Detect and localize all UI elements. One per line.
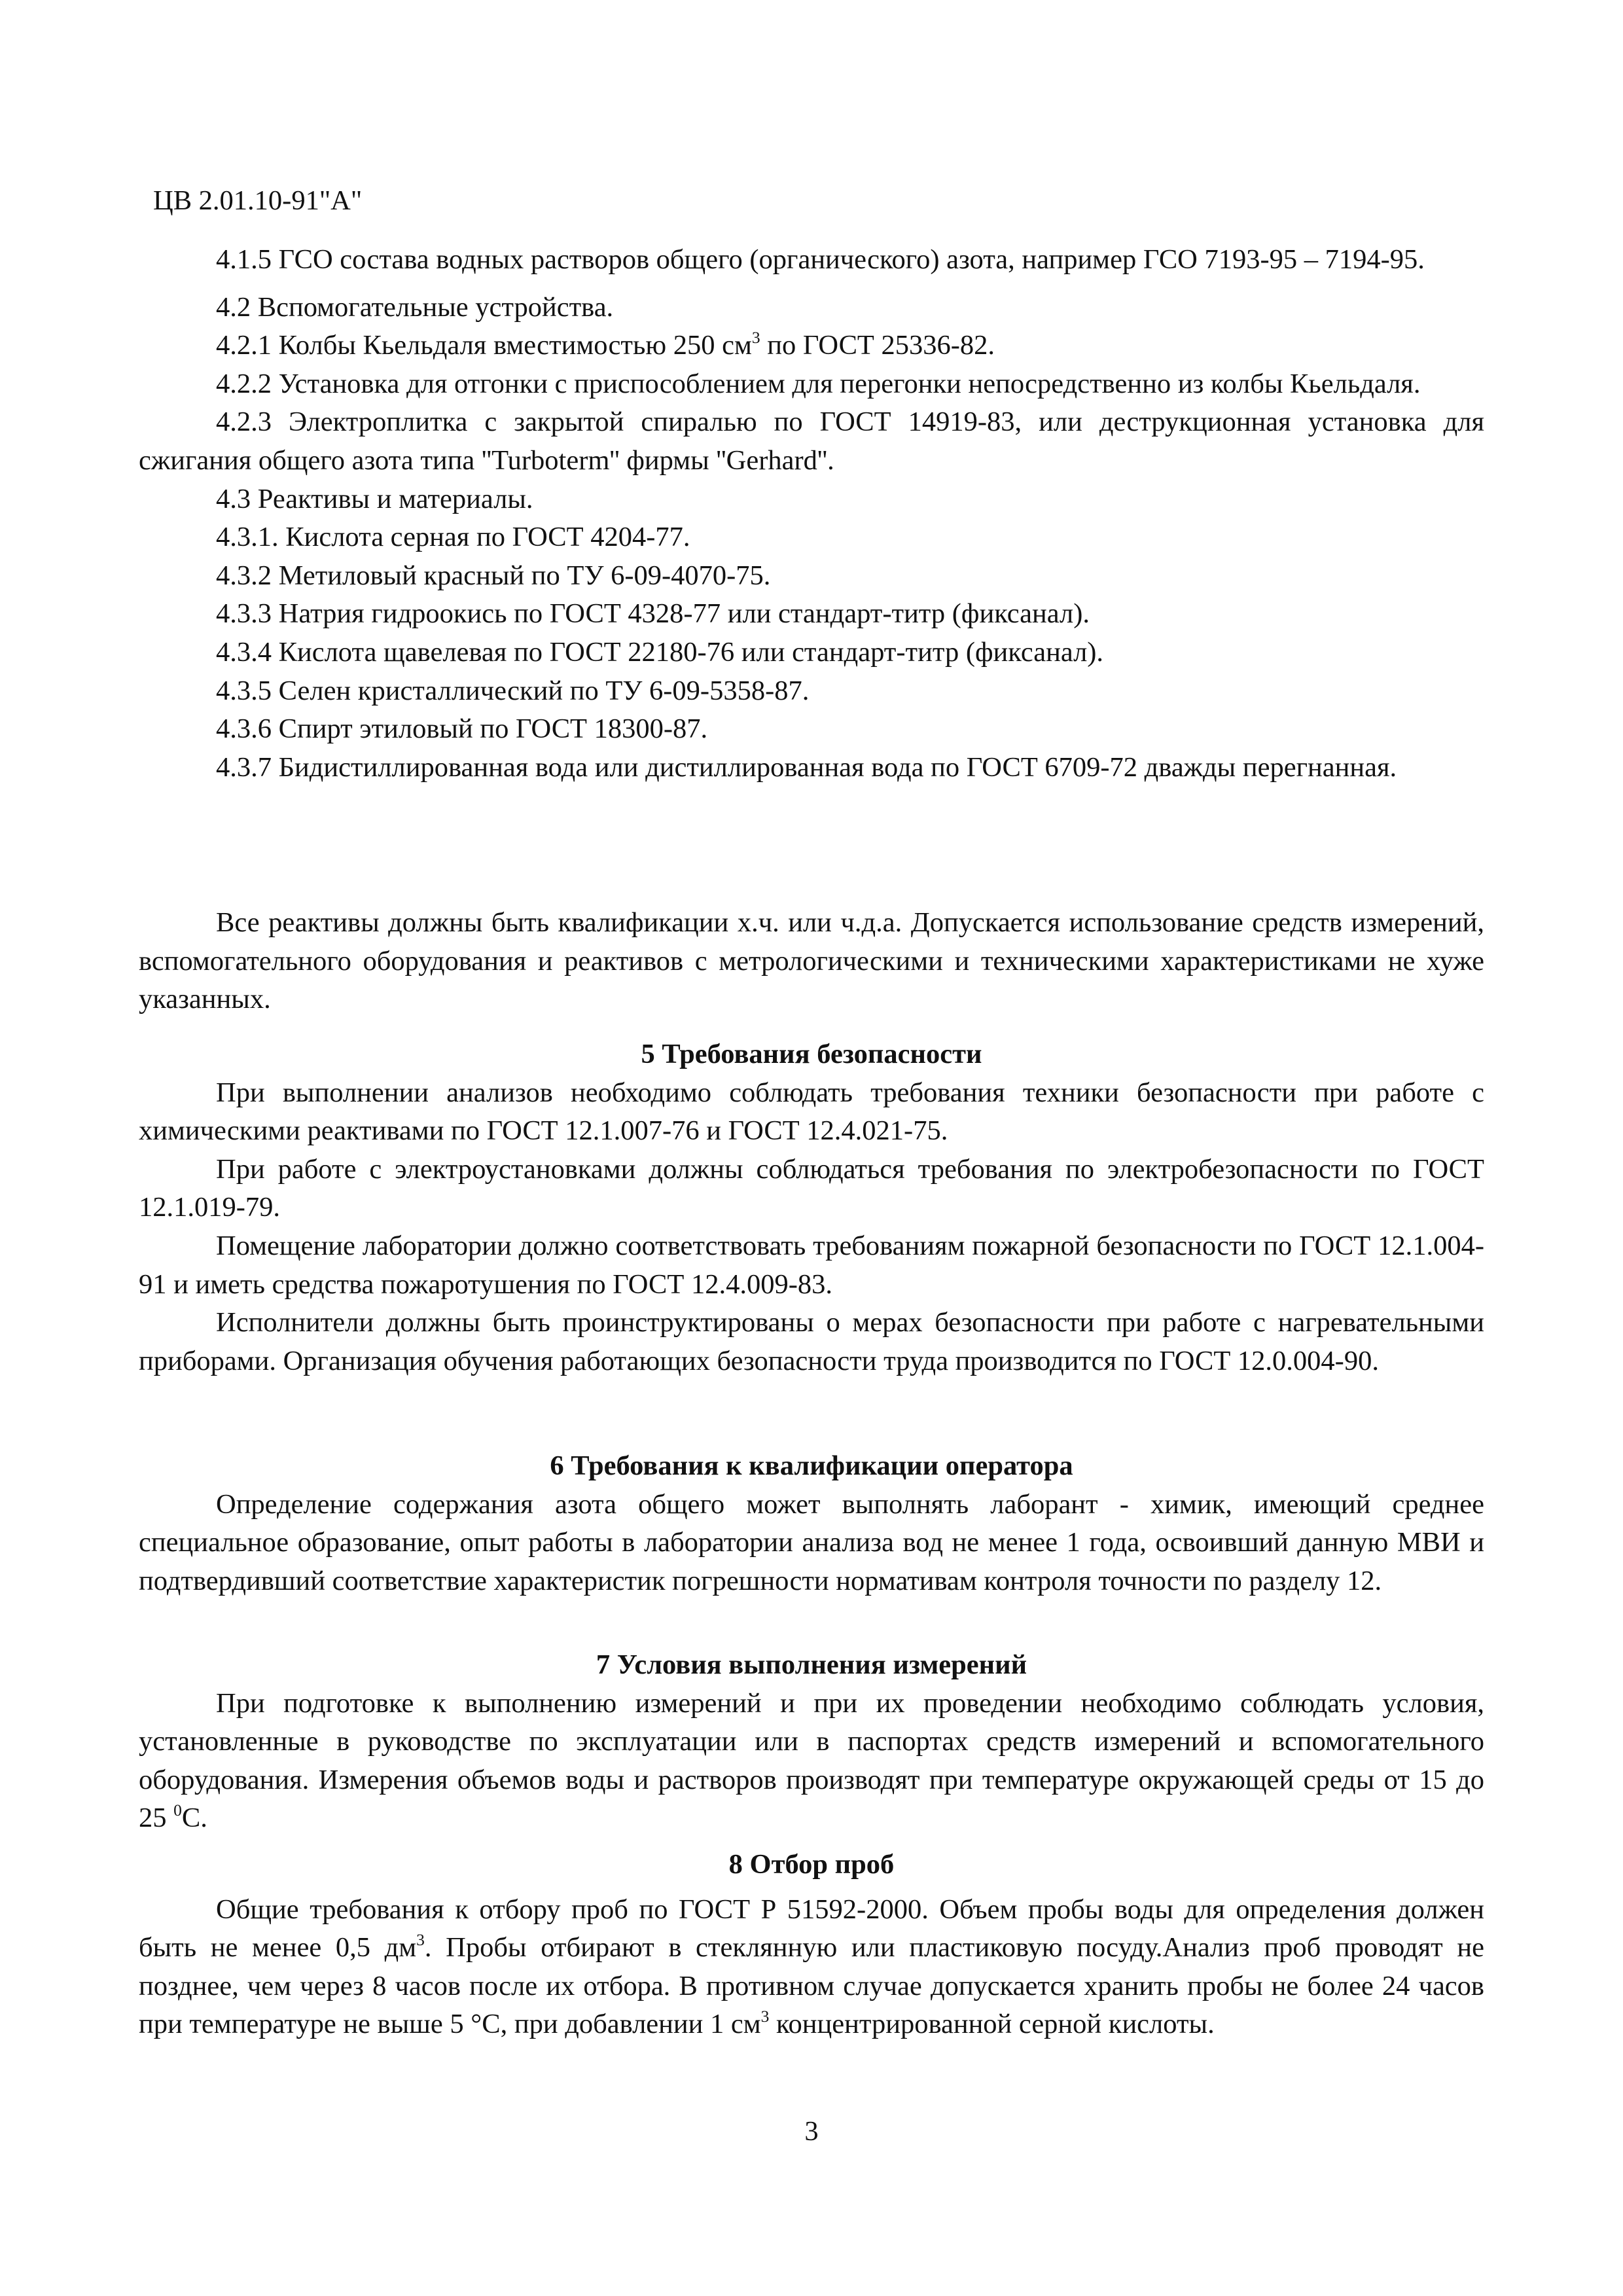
paragraph-4-3-6: 4.3.6 Спирт этиловый по ГОСТ 18300-87.	[216, 713, 708, 745]
section-7-paragraph-1: При подготовке к выполнению измерений и при их проведении необходимо соблюдать условия, установленные в руководстве по эксплуатации или в паспортах средств измерений и вспомогательного оборудования. Измерения объемов воды и растворов производят при температуре окружающей среды от 15 до 25 $^0$С.	[139, 1687, 1484, 1834]
reagents-note	[139, 904, 1484, 1019]
paragraph-4-2: 4.2 Вспомогательные устройства.	[216, 291, 614, 323]
section-6-paragraph-1: Определение содержания азота общего может выполнять лаборант - химик, имеющий среднее специальное образование, опыт работы в лаборатории анализа вод не менее 1 года, освоивший данную МВИ и подтвердивший соответствие характеристик погрешности нормативам контроля точности по разделу 12.	[139, 1488, 1484, 1596]
section-8	[139, 1846, 1484, 2044]
section-8-paragraph-1: Общие требования к отбору проб по ГОСТ Р 51592-2000. Объем пробы воды для определения должен быть не менее 0,5 $дм^3$. Пробы отбирают в стеклянную или пластиковую посуду.Анализ проб проводят не позднее, чем через 8 часов после их отбора. В противном случае допускается хранить пробы не более 24 часов при температуре не выше 5 °С, при добавлении 1 $см^3$ концентрированной серной кислоты.	[139, 1893, 1484, 2040]
paragraph-4-3: 4.3 Реактивы и материалы.	[216, 483, 533, 514]
section-7	[139, 1646, 1484, 1838]
paragraph-4-3-1: 4.3.1. Кислота серная по ГОСТ 4204-77.	[216, 522, 690, 553]
page-number: 3	[804, 2116, 819, 2147]
paragraph-4-1-5: 4.1.5 ГСО состава водных растворов общего (органического) азота, например ГСО 7193-95 – 7194-95.	[216, 244, 1425, 275]
paragraph-4-2-3: 4.2.3 Электроплитка с закрытой спиралью по ГОСТ 14919-83, или деструкционная установка для сжигания общего азота типа ''Turboterm'' фирмы ''Gerhard''.	[139, 406, 1484, 476]
section-7-heading: 7 Условия выполнения измерений	[596, 1649, 1027, 1680]
paragraph-4-3-2: 4.3.2 Метиловый красный по ТУ 6-09-4070-75.	[216, 560, 771, 591]
paragraph-4-2-1: 4.2.1 Колбы Кьельдаля вместимостью 250 $см^3$ по ГОСТ 25336-82.	[216, 328, 995, 361]
document-code: ЦВ 2.01.10-91"А"	[153, 185, 363, 216]
section-5-paragraph-1: При выполнении анализов необходимо соблюдать требования техники безопасности при работе с химическими реактивами по ГОСТ 12.1.007-76 и ГОСТ 12.4.021-75.	[139, 1077, 1484, 1147]
equipment-list	[139, 241, 1484, 787]
paragraph-4-3-7: 4.3.7 Бидистиллированная вода или дистиллированная вода по ГОСТ 6709-72 дважды перегнанная.	[216, 751, 1397, 783]
section-5-paragraph-4: Исполнители должны быть проинструктированы о мерах безопасности при работе с нагревательными приборами. Организация обучения работающих безопасности труда производится по ГОСТ 12.0.004-90.	[139, 1307, 1484, 1376]
paragraph-4-3-4: 4.3.4 Кислота щавелевая по ГОСТ 22180-76 или стандарт-титр (фиксанал).	[216, 636, 1104, 668]
section-5	[139, 1035, 1484, 1380]
section-5-paragraph-2: При работе с электроустановками должны соблюдаться требования по электробезопасности по ГОСТ 12.1.019-79.	[139, 1153, 1484, 1223]
section-5-heading: 5 Требования безопасности	[641, 1039, 982, 1069]
paragraph-4-3-5: 4.3.5 Селен кристаллический по ТУ 6-09-5358-87.	[216, 675, 810, 706]
paragraph-4-3-3: 4.3.3 Натрия гидроокись по ГОСТ 4328-77 или стандарт-титр (фиксанал).	[216, 598, 1090, 630]
reagents-note-text: Все реактивы должны быть квалификации х.ч. или ч.д.а. Допускается использование средств измерений, вспомогательного оборудования и реактивов с метрологическими и техническими характеристиками не хуже указанных.	[139, 907, 1484, 1015]
section-5-paragraph-3: Помещение лаборатории должно соответствовать требованиям пожарной безопасности по ГОСТ 12.1.004-91 и иметь средства пожаротушения по ГОСТ 12.4.009-83.	[139, 1230, 1484, 1300]
document-page	[139, 0, 1484, 2296]
section-8-heading: 8 Отбор проб	[728, 1849, 895, 1880]
section-6-heading: 6 Требования к квалификации оператора	[550, 1450, 1073, 1481]
section-6	[139, 1447, 1484, 1600]
paragraph-4-2-2: 4.2.2 Установка для отгонки с приспособлением для перегонки непосредственно из колбы Кьельдаля.	[216, 368, 1421, 399]
